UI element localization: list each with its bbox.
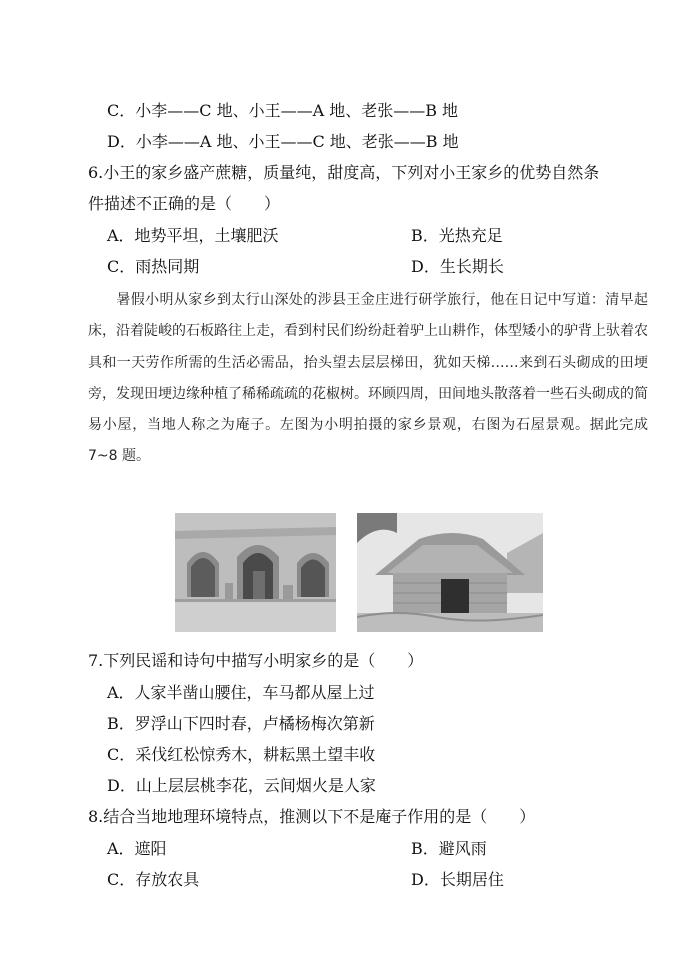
q7-option-b: B．罗浮山下四时春，卢橘杨梅次第新 bbox=[107, 714, 375, 733]
q8-option-a: A．遮阳 bbox=[107, 839, 167, 858]
q7-option-d: D．山上层层桃李花，云间烟火是人家 bbox=[107, 776, 376, 795]
q6-option-c: C．雨热同期 bbox=[107, 257, 200, 276]
q6-option-d: D．生长期长 bbox=[411, 257, 504, 276]
cave-dwelling-photo bbox=[175, 513, 336, 632]
reading-passage bbox=[88, 285, 648, 473]
q6-stem-line2: 件描述不正确的是（ ） bbox=[88, 194, 281, 213]
stone-hut-photo bbox=[357, 513, 543, 632]
q5-option-c: C．小李——C 地、小王——A 地、老张——B 地 bbox=[107, 101, 459, 120]
q7-option-c: C．采伐红松惊秀木，耕耘黑土望丰收 bbox=[107, 745, 376, 764]
reading-passage-text: 暑假小明从家乡到太行山深处的涉县王金庄进行研学旅行，他在日记中写道：清早起床，沿着陡峻的石板路往上走，看到村民们纷纷赶着驴上山耕作，体型矮小的驴背上驮着农具和一天劳作所需的生活必需品，抬头望去层层梯田，犹如天梯……来到石头砌成的田埂旁，发现田埂边缘种植了稀稀疏疏的花椒树。环顾四周，田间地头散落着一些石头砌成的简易小屋，当地人称之为庵子。左图为小明拍摄的家乡景观，右图为石屋景观。据此完成 7~8 题。 bbox=[88, 292, 648, 465]
q5-option-d: D．小李——A 地、小王——C 地、老张——B 地 bbox=[107, 132, 459, 151]
q8-option-d: D．长期居住 bbox=[411, 870, 504, 889]
q6-stem-line1: 6.小王的家乡盛产蔗糖，质量纯，甜度高，下列对小王家乡的优势自然条 bbox=[88, 163, 600, 182]
q8-option-c: C．存放农具 bbox=[107, 870, 200, 889]
q6-option-b: B．光热充足 bbox=[411, 226, 503, 245]
q7-option-a: A．人家半凿山腰住，车马都从屋上过 bbox=[107, 683, 375, 702]
q8-stem: 8.结合当地地理环境特点，推测以下不是庵子作用的是（ ） bbox=[88, 807, 536, 826]
q7-stem: 7.下列民谣和诗句中描写小明家乡的是（ ） bbox=[88, 651, 424, 670]
q8-option-b: B．避风雨 bbox=[411, 839, 487, 858]
q6-option-a: A．地势平坦，土壤肥沃 bbox=[107, 226, 279, 245]
